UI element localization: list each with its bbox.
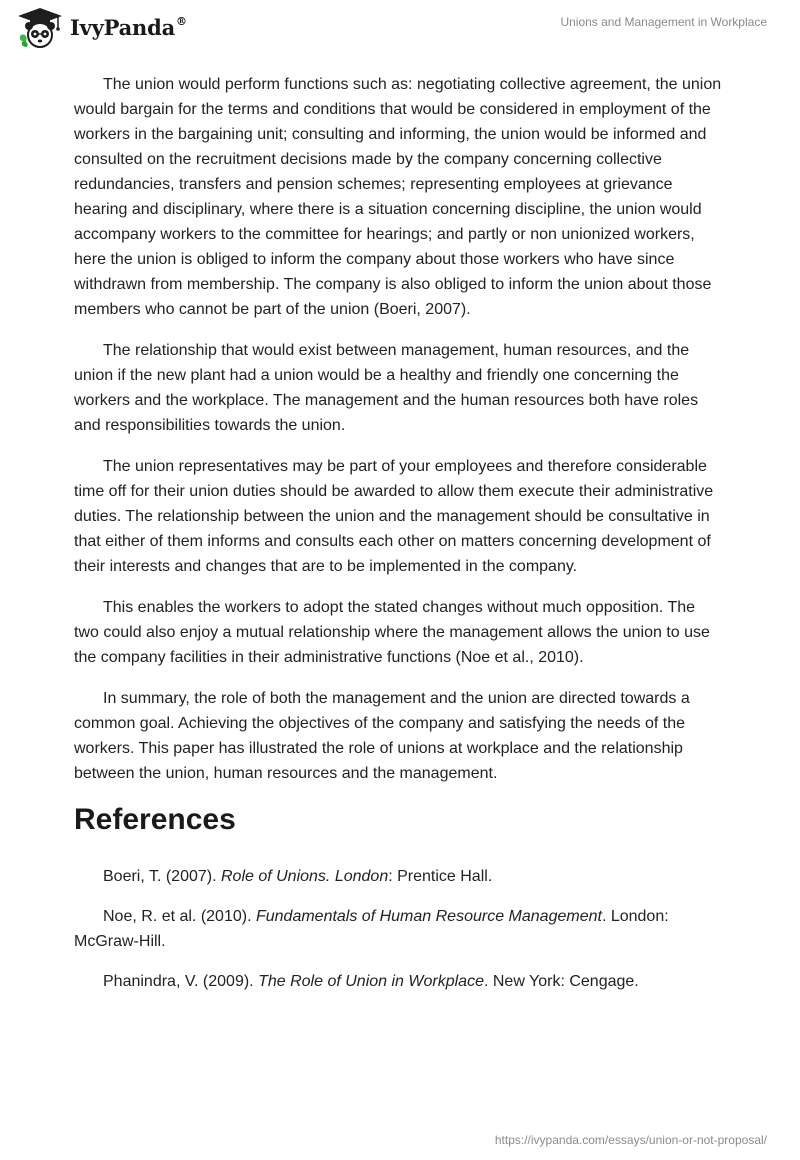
reference-item: [74, 904, 724, 954]
body-paragraph: The union would perform functions such as: negotiating collective agreement, the union would bargain for the terms and conditions that would be considered in employment of the workers in the bargaining unit; consulting and informing, the union would be informed and consulted on the recruitment decisions made by the company concerning collective redundancies, transfers and pension schemes; representing employees at grievance hearing and disciplinary, where there is a situation concerning discipline, the union would accompany workers to the committee for hearings; and partly or non unionized workers, here the union is obliged to inform the company about those workers who have since withdrawn from membership. The company is also obliged to inform the union about those members who cannot be part of the union (Boeri, 2007).: [74, 76, 722, 318]
body-paragraph: This enables the workers to adopt the stated changes without much opposition. The two could also enjoy a mutual relationship where the management allows the union to use the company facilities in their administrative functions (Noe et al., 2010).: [74, 599, 710, 666]
reference-author: Noe, R. et al. (2010).: [103, 908, 256, 925]
reference-title: Fundamentals of Human Resource Management: [255, 908, 602, 925]
reference-author: Phanindra, V. (2009).: [103, 973, 259, 990]
brand-logo[interactable]: [16, 6, 187, 48]
source-url[interactable]: https://ivypanda.com/essays/union-or-not-proposal/: [494, 1133, 767, 1147]
reference-publisher: . London: McGraw-Hill.: [74, 908, 669, 950]
essay-content: [74, 72, 724, 1009]
reference-title: Role of Unions. London: [220, 868, 389, 885]
reference-title: The Role of Union in Workplace: [258, 973, 484, 990]
document-title: Unions and Management in Workplace: [560, 15, 767, 29]
reference-author: Boeri, T. (2007).: [103, 868, 221, 885]
body-paragraph: The union representatives may be part of your employees and therefore considerable time off for their union duties should be awarded to allow them execute their administrative duties. The relationship between the union and the management should be consultative in that either of them informs and consults each other on matters concerning development of their interests and changes that are to be implemented in the company.: [74, 458, 714, 575]
body-paragraph: In summary, the role of both the management and the union are directed towards a common goal. Achieving the objectives of the company and satisfying the needs of the workers. This paper has illustrated the role of unions at workplace and the relationship between the union, human resources and the management.: [74, 690, 690, 782]
registered-mark: ®: [176, 14, 187, 28]
reference-publisher: . New York: Cengage.: [483, 973, 639, 990]
reference-publisher: : Prentice Hall.: [388, 868, 493, 885]
references-heading: References: [74, 803, 236, 836]
reference-item: [74, 864, 724, 889]
panda-graduate-icon: [16, 6, 64, 48]
page-header: [0, 0, 800, 60]
brand-name: IvyPanda®: [70, 14, 187, 40]
body-paragraph: The relationship that would exist between management, human resources, and the union if the new plant had a union would be a healthy and friendly one concerning the workers and the workplace. The management and the human resources both have roles and responsibilities towards the union.: [74, 342, 699, 434]
reference-item: [74, 969, 724, 994]
